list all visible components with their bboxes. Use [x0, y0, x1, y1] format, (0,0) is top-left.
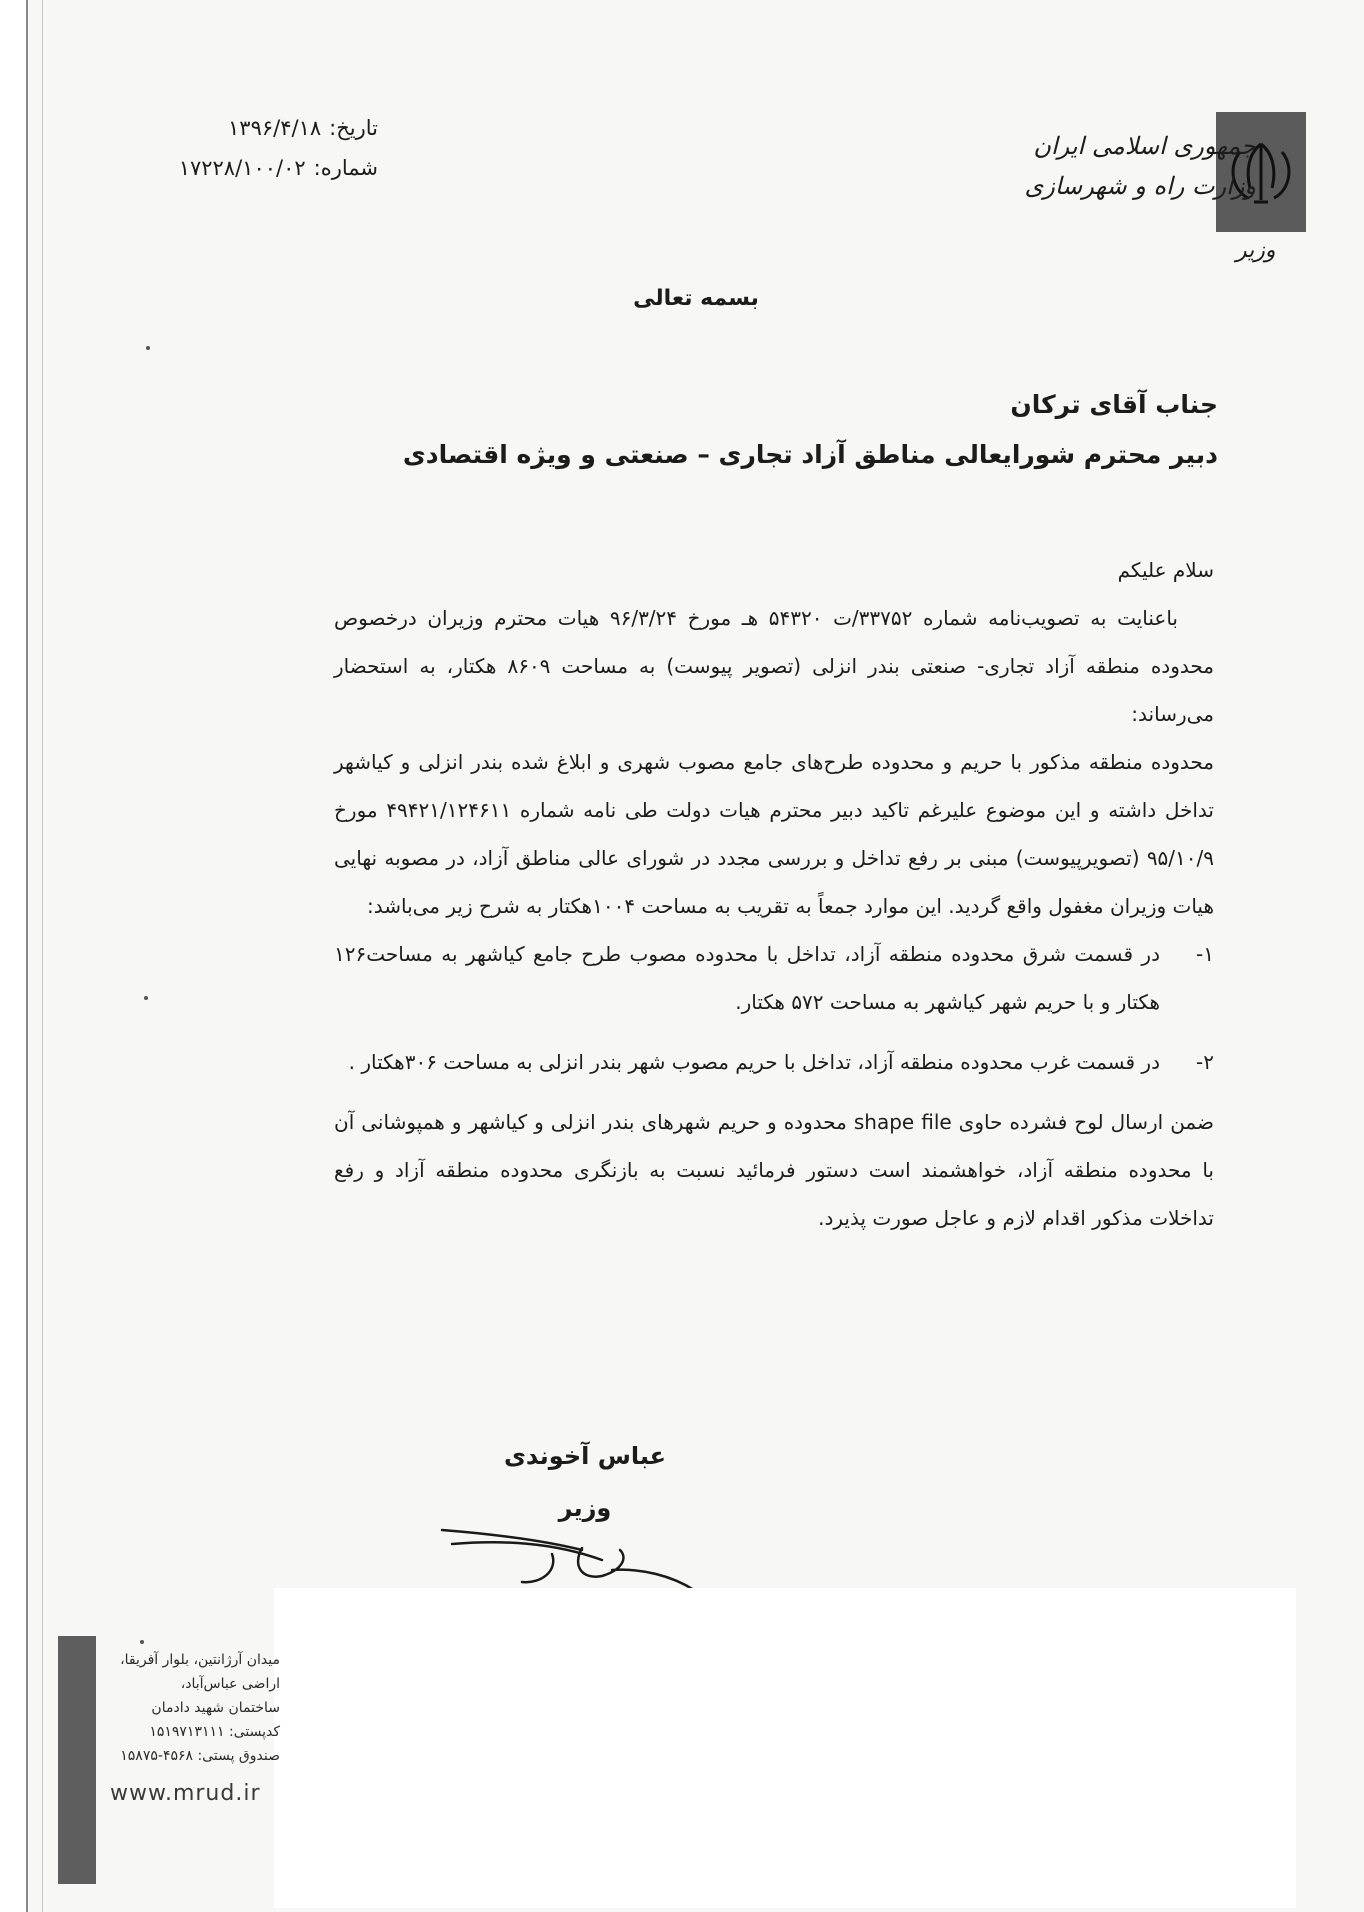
- number-value: ۱۷۲۲۸/۱۰۰/۰۲: [178, 156, 306, 180]
- organization-header: [1006, 126, 1256, 206]
- basmala: بسمه تعالی: [633, 286, 759, 311]
- footer-address: [110, 1648, 280, 1806]
- letter-page: [26, 0, 1364, 1912]
- list-item-number: ۲-: [1196, 1050, 1214, 1074]
- org-name-line1: جمهوری اسلامی ایران: [1033, 132, 1256, 160]
- number-label: شماره:: [313, 156, 378, 180]
- office-label: وزیر: [1236, 238, 1276, 263]
- greeting: سلام علیکم: [1117, 558, 1214, 582]
- list-item: [334, 1038, 1214, 1086]
- address-line: میدان آرژانتین، بلوار آفریقا،: [120, 1652, 280, 1668]
- list-item: [334, 930, 1214, 1026]
- po-box: صندوق پستی: ۴۵۶۸-۱۵۸۷۵: [120, 1748, 280, 1764]
- footer-bar: [58, 1636, 96, 1884]
- address-line: اراضی عباس‌آباد،: [180, 1676, 280, 1692]
- letter-body: [334, 546, 1214, 1242]
- signer-title: وزیر: [558, 1494, 612, 1522]
- website-link[interactable]: www.mrud.ir: [110, 1781, 261, 1806]
- addressee-name: جناب آقای ترکان: [1010, 390, 1218, 419]
- date-label: تاریخ:: [329, 116, 378, 140]
- addressee-title: دبیر محترم شورایعالی مناطق آزاد تجاری – صنعتی و ویژه اقتصادی: [402, 440, 1218, 469]
- postal-code: کدپستی: ۱۵۱۹۷۱۳۱۱۱: [149, 1724, 280, 1740]
- list-item-text: در قسمت غرب محدوده منطقه آزاد، تداخل با حریم مصوب شهر بندر انزلی به مساحت ۳۰۶هکتار .: [348, 1050, 1160, 1074]
- redacted-area: [274, 1588, 1296, 1908]
- date-number-block: [148, 108, 378, 188]
- signer-name: عباس آخوندی: [503, 1442, 667, 1470]
- list-item-number: ۱-: [1196, 942, 1214, 966]
- scan-dot: [146, 346, 150, 350]
- paragraph-2: محدوده منطقه مذکور با حریم و محدوده طرح‌های جامع مصوب شهری و ابلاغ شده بندر انزلی و کیاشهر تداخل داشته و این موضوع علیرغم تاکید دبیر محترم هیات دولت طی نامه شماره ۴۹۴۲۱/۱۲۴۶۱۱ مورخ ۹۵/۱۰/۹ (تصویرپیوست) مبنی بر رفع تداخل و بررسی مجدد در شورای عالی مناطق آزاد، در مصوبه نهایی هیات وزیران مغفول واقع گردید. این موارد جمعاً به تقریب به مساحت ۱۰۰۴هکتار به شرح زیر می‌باشد:: [334, 750, 1214, 918]
- org-name-line2: وزارت راه و شهرسازی: [1024, 172, 1256, 200]
- date-value: ۱۳۹۶/۴/۱۸: [228, 116, 322, 140]
- addressee: [403, 380, 1218, 480]
- paragraph-1: باعنایت به تصویب‌نامه شماره ۳۳۷۵۲/ت ۵۴۳۲۰ هـ مورخ ۹۶/۳/۲۴ هیات محترم وزیران درخصوص محدوده منطقه آزاد تجاری- صنعتی بندر انزلی (تصویر پیوست) به مساحت ۸۶۰۹ هکتار، به استحضار می‌رساند:: [334, 606, 1214, 726]
- paragraph-3: ضمن ارسال لوح فشرده حاوی shape file محدوده و حریم شهرهای بندر انزلی و کیاشهر و همپوشانی آن با محدوده منطقه آزاد، خواهشمند است دستور فرمائید نسبت به بازنگری محدوده منطقه آزاد و رفع تداخلات مذکور اقدام لازم و عاجل صورت پذیرد.: [334, 1110, 1214, 1230]
- scan-dot: [140, 1640, 144, 1644]
- list-item-text: در قسمت شرق محدوده منطقه آزاد، تداخل با محدوده مصوب طرح جامع کیاشهر به مساحت۱۲۶ هکتار و با حریم شهر کیاشهر به مساحت ۵۷۲ هکتار.: [334, 942, 1160, 1014]
- scan-dot: [144, 996, 148, 1000]
- address-line: ساختمان شهید دادمان: [151, 1700, 280, 1716]
